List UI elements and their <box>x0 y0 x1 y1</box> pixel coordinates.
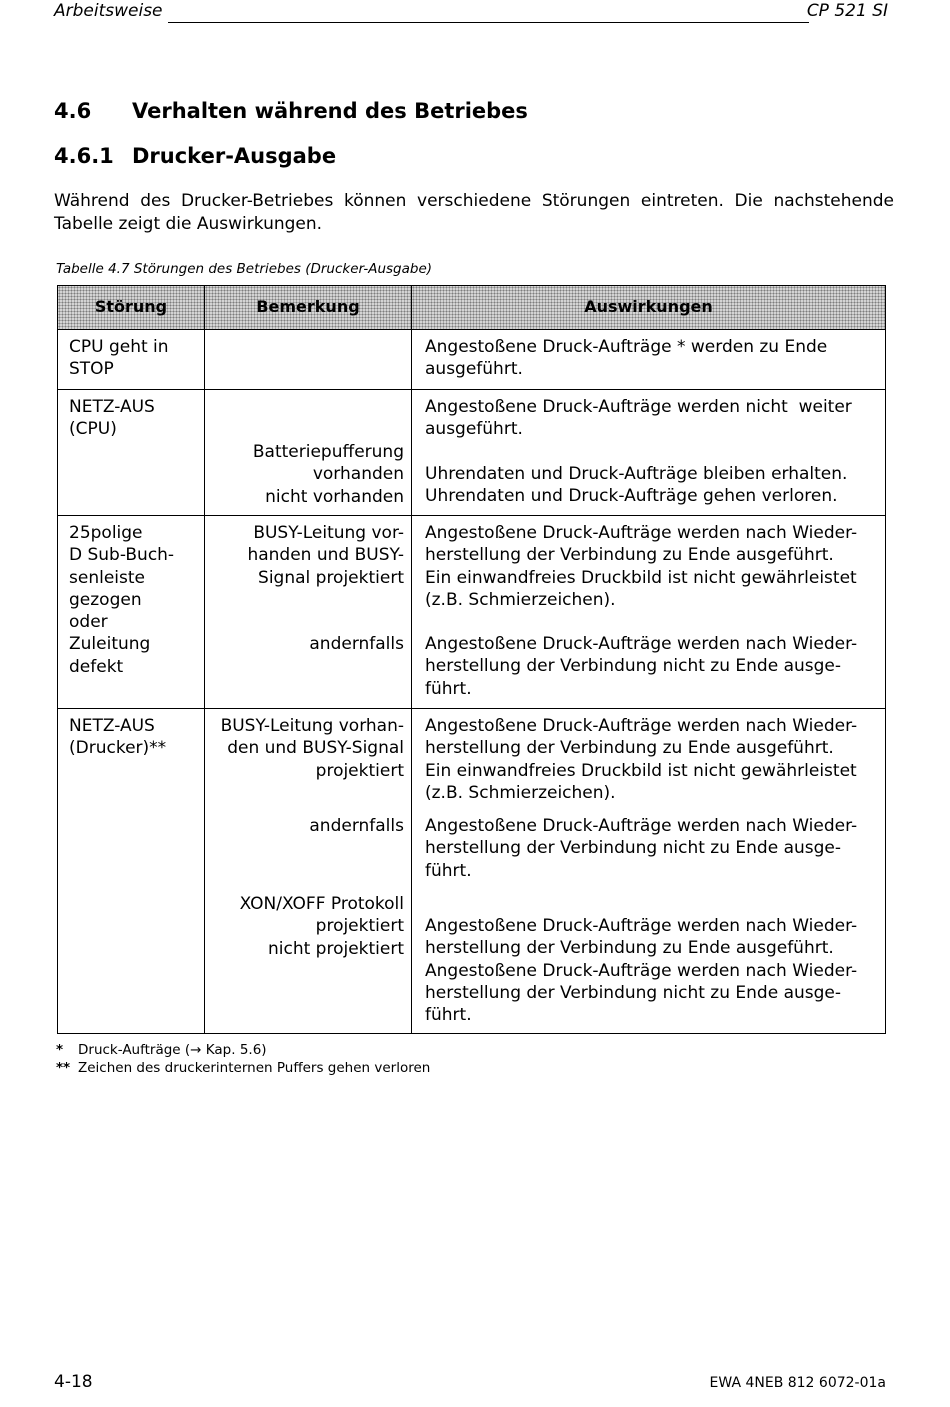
table-caption: Tabelle 4.7 Störungen des Betriebes (Drucker-Ausgabe) <box>56 261 433 277</box>
cell-bemerkung: BUSY-Leitung vor- handen und BUSY- Signal projektiert <box>247 523 404 588</box>
column-divider <box>204 286 205 1033</box>
running-header-left: Arbeitsweise <box>54 1 163 21</box>
cell-bemerkung: andernfalls <box>309 816 404 836</box>
section-number: 4.6 <box>54 99 92 123</box>
subsection-title: Drucker-Ausgabe <box>132 144 337 168</box>
cell-auswirkung: Angestoßene Druck-Aufträge * werden zu Ende ausgeführt. <box>425 337 828 380</box>
cell-auswirkung: Angestoßene Druck-Aufträge werden nach Wieder- herstellung der Verbindung zu Ende ausgeführt. Ein einwandfreies Druckbild ist nicht gewährleistet (z.B. Schmierzeichen). <box>425 523 858 610</box>
header-rule <box>168 22 809 23</box>
footnote <box>56 1041 267 1059</box>
cell-auswirkung: Uhrendaten und Druck-Aufträge bleiben erhalten. Uhrendaten und Druck-Aufträge gehen verloren. <box>425 464 848 507</box>
intro-line-2: Tabelle zeigt die Auswirkungen. <box>54 214 323 234</box>
row-divider <box>58 389 885 390</box>
footnote <box>56 1059 430 1077</box>
document-id: EWA 4NEB 812 6072-01a <box>709 1375 886 1391</box>
row-divider <box>58 515 885 516</box>
cell-stoerung: CPU geht in STOP <box>69 337 169 380</box>
cell-auswirkung: Angestoßene Druck-Aufträge werden nach Wieder- herstellung der Verbindung zu Ende ausgeführt. Angestoßene Druck-Aufträge werden nach Wieder- herstellung der Verbindung nicht zu Ende ausge- führt. <box>425 916 858 1026</box>
column-divider <box>411 286 412 1033</box>
section-title: Verhalten während des Betriebes <box>132 99 528 123</box>
running-header-right: CP 521 SI <box>806 1 888 21</box>
disturbance-table <box>57 285 886 1034</box>
cell-stoerung: 25polige D Sub-Buch- senleiste gezogen oder Zuleitung defekt <box>69 523 175 677</box>
cell-bemerkung: andernfalls <box>309 634 404 654</box>
footnote-marker: ** <box>56 1060 71 1076</box>
cell-auswirkung: Angestoßene Druck-Aufträge werden nach Wieder- herstellung der Verbindung nicht zu Ende ausge- führt. <box>425 816 858 881</box>
cell-bemerkung: Batteriepufferung vorhanden nicht vorhanden <box>252 442 404 507</box>
cell-auswirkung: Angestoßene Druck-Aufträge werden nach Wieder- herstellung der Verbindung zu Ende ausgeführt. Ein einwandfreies Druckbild ist nicht gewährleistet (z.B. Schmierzeichen). <box>425 716 858 803</box>
cell-bemerkung: BUSY-Leitung vorhan- den und BUSY-Signal projektiert <box>220 716 404 781</box>
subsection-heading <box>54 144 336 168</box>
page-number: 4-18 <box>54 1372 93 1392</box>
footnote-text: Druck-Aufträge (→ Kap. 5.6) <box>78 1042 267 1058</box>
header-auswirkungen: Auswirkungen <box>584 297 713 316</box>
footnote-text: Zeichen des druckerinternen Puffers gehen verloren <box>78 1060 431 1076</box>
subsection-number: 4.6.1 <box>54 144 114 168</box>
intro-line-1: Während des Drucker-Betriebes können verschiedene Störungen eintreten. Die nachstehende <box>54 191 894 211</box>
header-stoerung: Störung <box>94 297 168 316</box>
footnote-marker: * <box>56 1042 64 1058</box>
intro-paragraph <box>54 190 894 236</box>
cell-stoerung: NETZ-AUS (Drucker)** <box>69 716 167 759</box>
row-divider <box>58 329 885 330</box>
cell-auswirkung: Angestoßene Druck-Aufträge werden nach Wieder- herstellung der Verbindung nicht zu Ende ausge- führt. <box>425 634 858 699</box>
cell-bemerkung: XON/XOFF Protokoll projektiert nicht projektiert <box>239 894 404 959</box>
cell-stoerung: NETZ-AUS (CPU) <box>69 397 155 440</box>
cell-auswirkung: Angestoßene Druck-Aufträge werden nicht weiter ausgeführt. <box>425 397 852 440</box>
section-heading <box>54 99 528 123</box>
header-bemerkung: Bemerkung <box>256 297 360 316</box>
row-divider <box>58 708 885 709</box>
